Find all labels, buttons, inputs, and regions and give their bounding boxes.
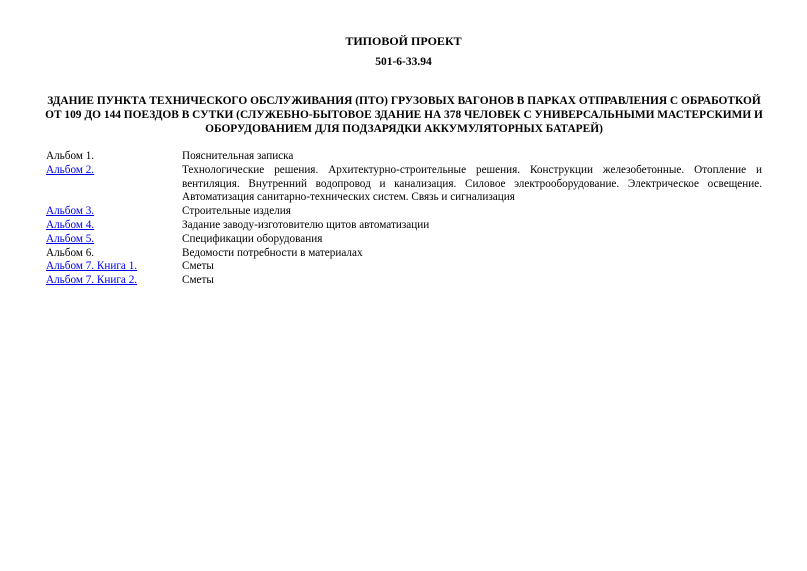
album-description-3: Строительные изделия: [182, 205, 291, 218]
album-link-2[interactable]: Альбом 2.: [46, 163, 95, 176]
album-description-6: Ведомости потребности в материалах: [182, 246, 363, 259]
album-row-6: [46, 247, 762, 261]
album-link-7-book-2[interactable]: Альбом 7. Книга 2.: [46, 274, 138, 287]
album-link-4[interactable]: Альбом 4.: [46, 218, 95, 231]
album-link-5[interactable]: Альбом 5.: [46, 232, 95, 245]
album-link-3[interactable]: Альбом 3.: [46, 205, 95, 218]
album-row-7: [46, 260, 762, 274]
album-row-2: [46, 164, 762, 205]
album-row-8: [46, 274, 762, 288]
album-label-6: Альбом 6.: [46, 246, 95, 259]
album-row-3: [46, 205, 762, 219]
album-list: [46, 150, 762, 288]
album-description-4: Задание заводу-изготовителю щитов автоматизации: [182, 218, 430, 231]
album-row-1: [46, 150, 762, 164]
album-description-5: Спецификации оборудования: [182, 232, 323, 245]
album-row-5: [46, 233, 762, 247]
album-description-2: Технологические решения. Архитектурно-строительные решения. Конструкции железобетонные. Отопление и вентиляция. Внутренний водопровод и канализация. Силовое электрооборудование. Электрическое освещение. Автоматизация санитарно-технических систем. Связь и сигнализация: [182, 163, 762, 204]
album-link-7-book-1[interactable]: Альбом 7. Книга 1.: [46, 260, 138, 273]
album-row-4: [46, 219, 762, 233]
document-code: 501-6-33.94: [375, 56, 432, 68]
album-description-7-book-2: Сметы: [182, 274, 214, 287]
album-description-1: Пояснительная записка: [182, 150, 294, 162]
album-description-7-book-1: Сметы: [182, 260, 214, 273]
document-type-heading: ТИПОВОЙ ПРОЕКТ: [345, 34, 462, 48]
album-label-1: Альбом 1.: [46, 150, 95, 162]
document-title: ЗДАНИЕ ПУНКТА ТЕХНИЧЕСКОГО ОБСЛУЖИВАНИЯ (ПТО) ГРУЗОВЫХ ВАГОНОВ В ПАРКАХ ОТПРАВЛЕНИЯ С ОБРАБОТКОЙ ОТ 109 ДО 144 ПОЕЗДОВ В СУТКИ (СЛУЖЕБНО-БЫТОВОЕ ЗДАНИЕ НА 378 ЧЕЛОВЕК С УНИВЕРСАЛЬНЫМИ МАСТЕРСКИМИ И ОБОРУДОВАНИЕМ ДЛЯ ПОДЗАРЯДКИ АККУМУЛЯТОРНЫХ БАТАРЕЙ): [45, 95, 763, 136]
